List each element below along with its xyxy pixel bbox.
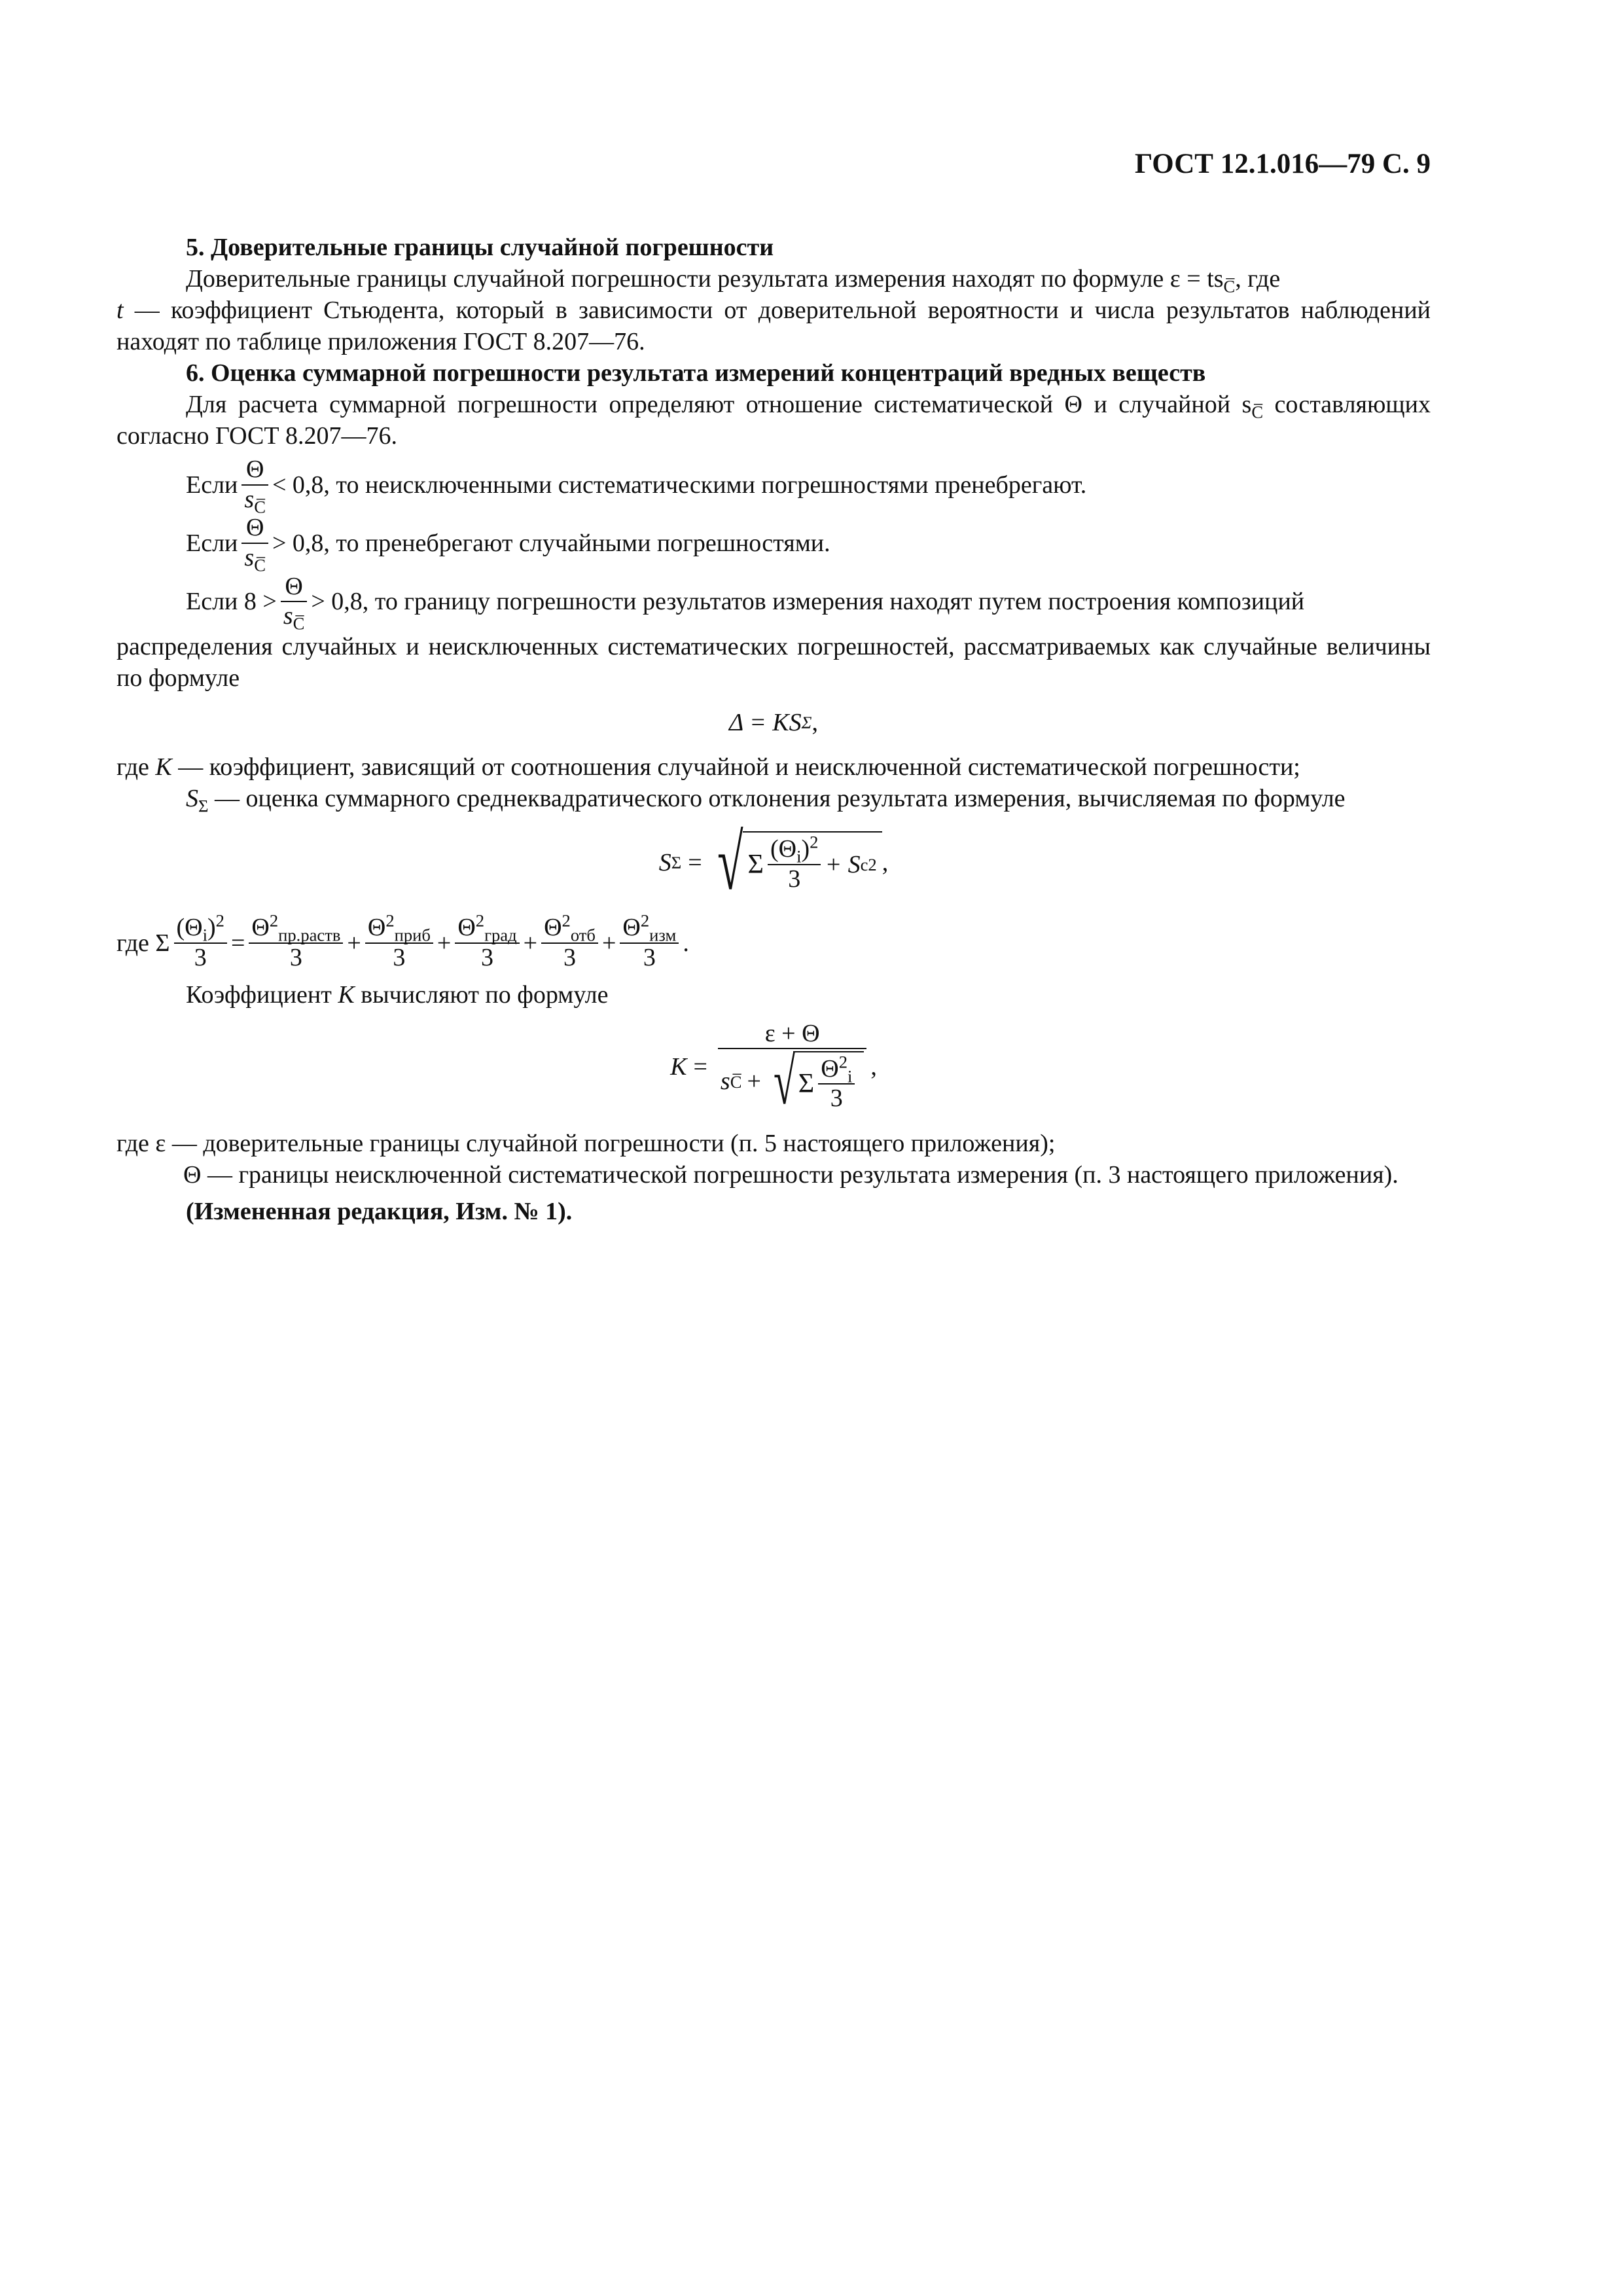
sqrt-sign: √ Σ $\frac{(\Theta_i)^2}{3}$ + S c 2 bbox=[709, 823, 882, 902]
condition-3: Если 8 > $\frac{\Theta}{s_{C̅}}$ > 0,8, то границу погрешности результатов измерения находят путем построения композиций bbox=[186, 572, 1305, 634]
condition-2: Если $\frac{\Theta}{s_{C̅}}$ > 0,8, то пренебрегают случайными погрешностями. bbox=[186, 514, 830, 575]
section-6-paragraph: Для расчета суммарной погрешности определяют отношение систематической Θ и случайной $s_{C̅}$ составляющих согласно ГОСТ 8.207—76. bbox=[116, 391, 1431, 450]
k-intro: Коэффициент K вычисляют по формуле bbox=[186, 980, 609, 1009]
where-theta: Θ — границы неисключенной систематической погрешности результата измерения (п. 3 настоящего приложения). bbox=[183, 1161, 1399, 1189]
amendment-note: (Измененная редакция, Изм. № 1). bbox=[186, 1198, 573, 1226]
document-header: ГОСТ 12.1.016—79 С. 9 bbox=[1134, 149, 1431, 179]
section-5-paragraph-cont: t — коэффициент Стьюдента, который в зависимости от доверительной вероятности и числа результатов наблюдений находят по таблице приложения ГОСТ 8.207—76. bbox=[116, 296, 1431, 355]
section-6-title: 6. Оценка суммарной погрешности результата измерений концентраций вредных веществ bbox=[186, 359, 1206, 387]
where-s-sigma: $S_\Sigma$ — оценка суммарного среднеквадратического отклонения результата измерения, вычисляемая по формуле bbox=[186, 785, 1346, 816]
condition-1: Если $\frac{\Theta}{s_{C̅}}$ < 0,8, то неисключенными систематическими погрешностями пренебрегают. bbox=[186, 456, 1087, 517]
section-5-title: 5. Доверительные границы случайной погрешности bbox=[186, 234, 774, 261]
condition-3-cont: распределения случайных и неисключенных систематических погрешностей, рассматриваемых как случайные величины по формуле bbox=[116, 633, 1431, 692]
formula-delta: Δ = KS Σ , bbox=[729, 709, 818, 737]
where-k: где K — коэффициент, зависящий от соотношения случайной и неисключенной систематической погрешности; bbox=[116, 753, 1300, 781]
formula-sum-theta: где Σ $\frac{(\Theta_i)^2}{3}$ = $\frac{\Theta^2_{пр.раств}}{3}$ + $\frac{\Theta^2_{приб}}{3}$ + $\frac{\Theta^2_{град}}{3}$ + $\frac{\Theta^2_{отб}}{3}$ + $\frac{\Theta^2_{изм}}{3}$ . bbox=[116, 910, 689, 971]
formula-s-sigma: S Σ = √ Σ $\frac{(\Theta_i)^2}{3}$ + S c 2 , bbox=[658, 819, 889, 906]
document-body bbox=[116, 232, 1431, 1227]
where-epsilon: где ε — доверительные границы случайной погрешности (п. 5 настоящего приложения); bbox=[116, 1130, 1056, 1158]
section-5-paragraph: Доверительные границы случайной погрешности результата измерения находят по формуле $\varepsilon = ts_{C̅}$, где bbox=[186, 265, 1281, 296]
formula-k: K = ε + Θ s C̅ + √ Σ $\frac{\Theta^2_i}{3}$ , bbox=[670, 1019, 877, 1119]
